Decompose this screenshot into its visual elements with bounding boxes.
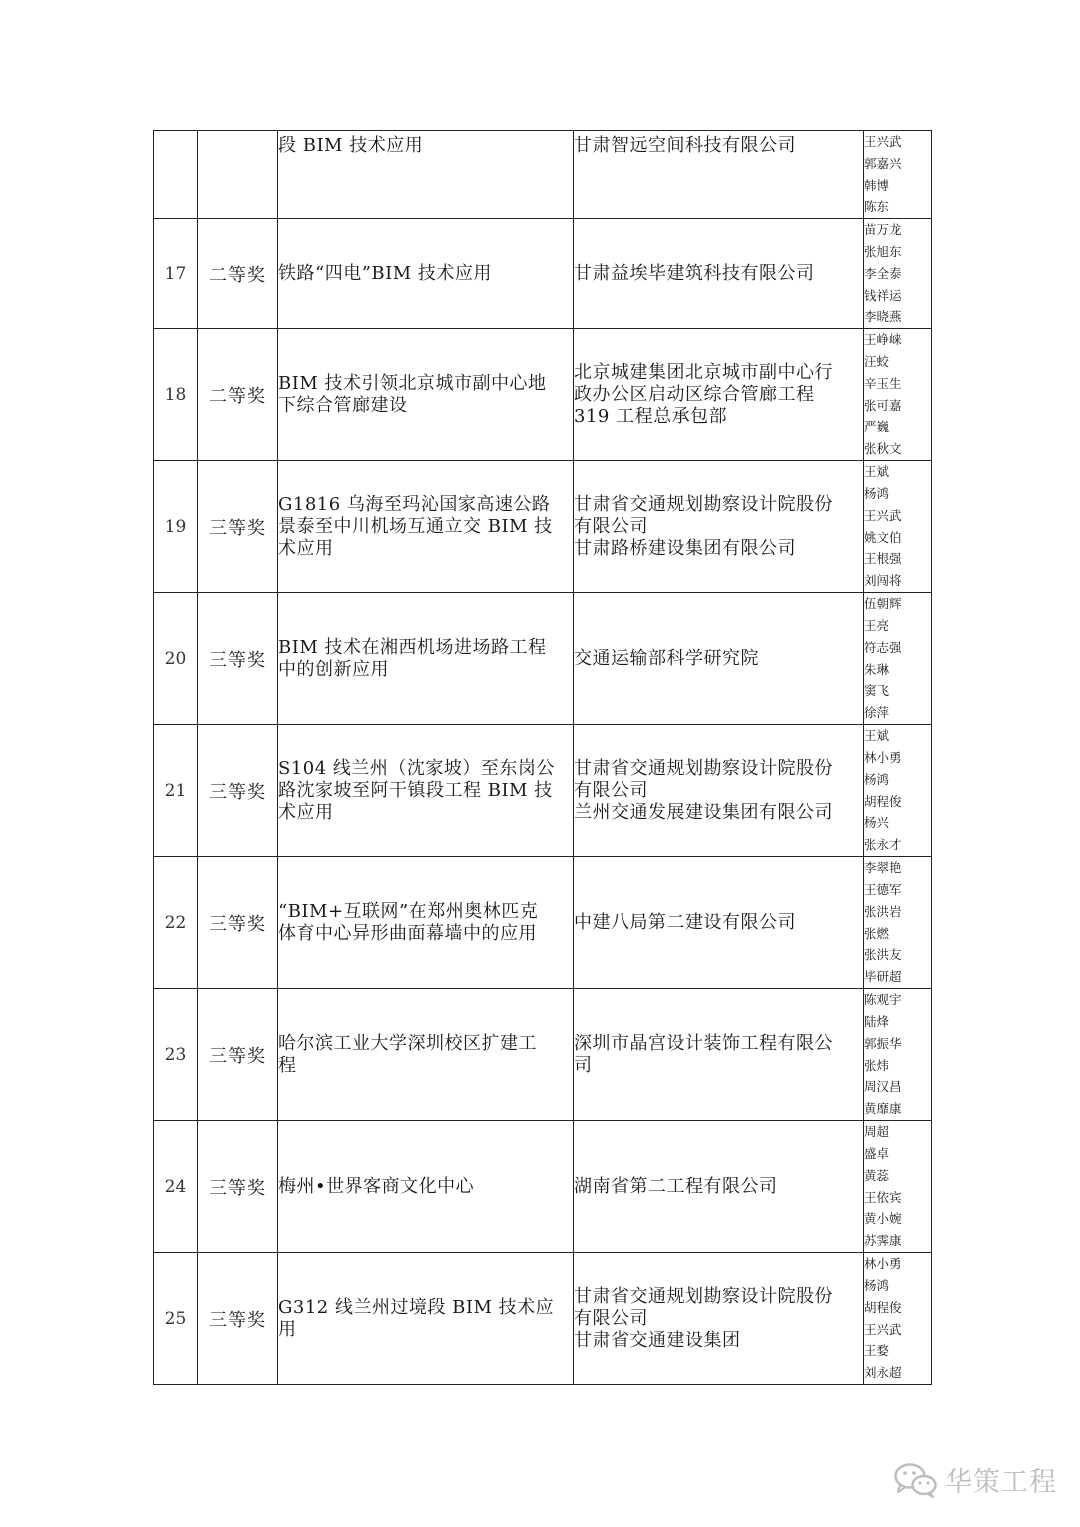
member-name: 李翠艳 xyxy=(864,860,902,876)
project-name-cell xyxy=(278,329,574,461)
member-name: 林小勇 xyxy=(864,750,902,766)
row-number: 24 xyxy=(154,1121,198,1253)
row-number: 21 xyxy=(154,725,198,857)
project-name-line: BIM 技术引领北京城市副中心地 xyxy=(278,372,547,394)
organization-line: 甘肃益埃毕建筑科技有限公司 xyxy=(574,262,815,284)
member-name: 胡程俊 xyxy=(864,793,902,809)
member-name: 李晓燕 xyxy=(864,309,902,325)
team-members-cell xyxy=(864,1121,932,1253)
member-name: 王亮 xyxy=(864,618,890,634)
award-level: 三等奖 xyxy=(198,989,278,1121)
project-name-cell xyxy=(278,989,574,1121)
member-name: 王兴武 xyxy=(864,507,902,523)
organization-line: 有限公司 xyxy=(574,779,648,801)
row-number: 23 xyxy=(154,989,198,1121)
organization-line: 中建八局第二建设有限公司 xyxy=(574,911,796,933)
project-name-line: G1816 乌海至玛沁国家高速公路 xyxy=(278,493,551,515)
watermark xyxy=(893,1460,1057,1499)
project-name-line: 术应用 xyxy=(278,801,334,823)
table-row xyxy=(154,857,932,989)
organization-line: 有限公司 xyxy=(574,515,648,537)
table-row xyxy=(154,1253,932,1385)
member-name: 杨鸿 xyxy=(864,771,890,787)
award-level: 三等奖 xyxy=(198,1253,278,1385)
organization-cell xyxy=(574,1121,864,1253)
award-level xyxy=(198,131,278,219)
row-number: 25 xyxy=(154,1253,198,1385)
organization-cell xyxy=(574,219,864,329)
organization-line: 甘肃省交通规划勘察设计院股份 xyxy=(574,757,833,779)
project-name-cell xyxy=(278,857,574,989)
organization-cell xyxy=(574,725,864,857)
member-name: 张炜 xyxy=(864,1057,890,1073)
project-name-line: 下综合管廊建设 xyxy=(278,394,408,416)
member-name: 刘闯将 xyxy=(864,573,902,589)
member-name: 窦飞 xyxy=(864,683,890,699)
organization-line: 甘肃省交通规划勘察设计院股份 xyxy=(574,493,833,515)
team-members-cell xyxy=(864,989,932,1121)
member-name: 黄靡康 xyxy=(864,1101,902,1117)
member-name: 张洪岩 xyxy=(864,903,902,919)
row-number: 18 xyxy=(154,329,198,461)
member-name: 张燃 xyxy=(864,925,890,941)
project-name-line: S104 线兰州（沈家坡）至东岗公 xyxy=(278,757,555,779)
table-row xyxy=(154,329,932,461)
member-name: 毕研超 xyxy=(864,969,902,985)
project-name-line: 梅州•世界客商文化中心 xyxy=(278,1175,475,1197)
team-members-cell xyxy=(864,329,932,461)
project-name-line: 路沈家坡至阿干镇段工程 BIM 技 xyxy=(278,779,553,801)
member-name: 严巍 xyxy=(864,419,890,435)
organization-cell xyxy=(574,329,864,461)
member-name: 杨兴 xyxy=(864,815,890,831)
member-name: 王斌 xyxy=(864,464,890,480)
project-name-line: 铁路“四电”BIM 技术应用 xyxy=(278,262,492,284)
organization-cell xyxy=(574,593,864,725)
team-members-cell xyxy=(864,593,932,725)
member-name: 张永才 xyxy=(864,837,902,853)
row-number: 19 xyxy=(154,461,198,593)
project-name-cell xyxy=(278,131,574,219)
project-name-cell xyxy=(278,219,574,329)
organization-cell xyxy=(574,1253,864,1385)
member-name: 陆烽 xyxy=(864,1014,890,1030)
team-members-cell xyxy=(864,1253,932,1385)
member-name: 刘永超 xyxy=(864,1365,902,1381)
team-members-cell xyxy=(864,219,932,329)
member-name: 林小勇 xyxy=(864,1256,902,1272)
project-name-line: 段 BIM 技术应用 xyxy=(278,135,424,156)
team-members-cell xyxy=(864,725,932,857)
member-name: 黄小婉 xyxy=(864,1211,902,1227)
member-name: 郭振华 xyxy=(864,1035,902,1051)
project-name-line: BIM 技术在湘西机场进场路工程 xyxy=(278,636,547,658)
organization-cell xyxy=(574,857,864,989)
award-level: 二等奖 xyxy=(198,219,278,329)
member-name: 王峥崃 xyxy=(864,332,902,348)
project-name-line: “BIM+互联网”在郑州奥林匹克 xyxy=(278,900,539,922)
member-name: 姚文伯 xyxy=(864,529,902,545)
member-name: 符志强 xyxy=(864,639,902,655)
member-name: 钱祥运 xyxy=(864,287,902,303)
organization-line: 湖南省第二工程有限公司 xyxy=(574,1175,778,1197)
member-name: 王兴武 xyxy=(864,134,902,149)
watermark-text: 华策工程 xyxy=(945,1467,1057,1498)
organization-cell xyxy=(574,131,864,219)
award-level: 三等奖 xyxy=(198,593,278,725)
project-name-cell xyxy=(278,725,574,857)
project-name-line: 景泰至中川机场互通立交 BIM 技 xyxy=(278,515,553,537)
organization-line: 兰州交通发展建设集团有限公司 xyxy=(574,801,833,823)
member-name: 王斌 xyxy=(864,728,890,744)
row-number: 17 xyxy=(154,219,198,329)
table-row xyxy=(154,219,932,329)
organization-cell xyxy=(574,989,864,1121)
member-name: 郭嘉兴 xyxy=(864,155,902,171)
award-table xyxy=(153,130,932,1385)
organization-line: 有限公司 xyxy=(574,1307,648,1329)
table-row xyxy=(154,461,932,593)
project-name-line: 术应用 xyxy=(278,537,334,559)
project-name-cell xyxy=(278,593,574,725)
organization-line: 319 工程总承包部 xyxy=(574,405,728,427)
table-row xyxy=(154,725,932,857)
member-name: 朱琳 xyxy=(864,661,890,677)
organization-line: 司 xyxy=(574,1054,593,1076)
project-name-line: 哈尔滨工业大学深圳校区扩建工 xyxy=(278,1032,537,1054)
organization-line: 甘肃路桥建设集团有限公司 xyxy=(574,537,796,559)
wechat-icon xyxy=(893,1461,939,1499)
project-name-cell xyxy=(278,461,574,593)
award-table-body xyxy=(154,131,932,1385)
table-row xyxy=(154,1121,932,1253)
team-members-cell xyxy=(864,131,932,219)
member-name: 张秋文 xyxy=(864,441,902,457)
organization-line: 甘肃智远空间科技有限公司 xyxy=(574,135,796,156)
member-name: 伍朝辉 xyxy=(864,596,902,612)
organization-line: 甘肃省交通规划勘察设计院股份 xyxy=(574,1285,833,1307)
member-name: 辛玉生 xyxy=(864,375,902,391)
table-row xyxy=(154,593,932,725)
project-name-cell xyxy=(278,1253,574,1385)
member-name: 杨鸿 xyxy=(864,1277,890,1293)
project-name-cell xyxy=(278,1121,574,1253)
award-level: 三等奖 xyxy=(198,857,278,989)
member-name: 胡程俊 xyxy=(864,1299,902,1315)
team-members-cell xyxy=(864,857,932,989)
member-name: 汪蛟 xyxy=(864,354,890,370)
member-name: 黄蕊 xyxy=(864,1167,890,1183)
member-name: 王德军 xyxy=(864,882,902,898)
member-name: 盛卓 xyxy=(864,1146,890,1162)
project-name-line: 中的创新应用 xyxy=(278,658,389,680)
table-row xyxy=(154,989,932,1121)
award-level: 三等奖 xyxy=(198,461,278,593)
member-name: 张旭东 xyxy=(864,243,902,259)
member-name: 苗万龙 xyxy=(864,222,902,238)
team-members-cell xyxy=(864,461,932,593)
project-name-line: 程 xyxy=(278,1054,297,1076)
organization-line: 交通运输部科学研究院 xyxy=(574,647,759,669)
project-name-line: 体育中心异形曲面幕墙中的应用 xyxy=(278,922,537,944)
member-name: 苏霁康 xyxy=(864,1233,902,1249)
member-name: 王婺 xyxy=(864,1343,890,1359)
member-name: 徐萍 xyxy=(864,705,890,721)
table-row xyxy=(154,131,932,219)
organization-line: 甘肃省交通建设集团 xyxy=(574,1329,741,1351)
project-name-line: G312 线兰州过境段 BIM 技术应 xyxy=(278,1296,555,1318)
project-name-line: 用 xyxy=(278,1318,297,1340)
member-name: 陈观宇 xyxy=(864,992,902,1008)
member-name: 陈东 xyxy=(864,199,890,215)
award-level: 三等奖 xyxy=(198,1121,278,1253)
member-name: 王兴武 xyxy=(864,1321,902,1337)
member-name: 周汉昌 xyxy=(864,1079,902,1095)
member-name: 张洪友 xyxy=(864,947,902,963)
member-name: 李全泰 xyxy=(864,265,902,281)
member-name: 周超 xyxy=(864,1124,890,1140)
award-level: 三等奖 xyxy=(198,725,278,857)
member-name: 王根强 xyxy=(864,551,902,567)
row-number: 20 xyxy=(154,593,198,725)
organization-line: 政办公区启动区综合管廊工程 xyxy=(574,383,815,405)
member-name: 韩博 xyxy=(864,177,890,193)
organization-line: 北京城建集团北京城市副中心行 xyxy=(574,361,833,383)
row-number xyxy=(154,131,198,219)
member-name: 王依宾 xyxy=(864,1189,902,1205)
member-name: 张可嘉 xyxy=(864,397,902,413)
award-level: 二等奖 xyxy=(198,329,278,461)
organization-line: 深圳市晶宫设计装饰工程有限公 xyxy=(574,1032,833,1054)
row-number: 22 xyxy=(154,857,198,989)
organization-cell xyxy=(574,461,864,593)
member-name: 杨鸿 xyxy=(864,486,890,502)
